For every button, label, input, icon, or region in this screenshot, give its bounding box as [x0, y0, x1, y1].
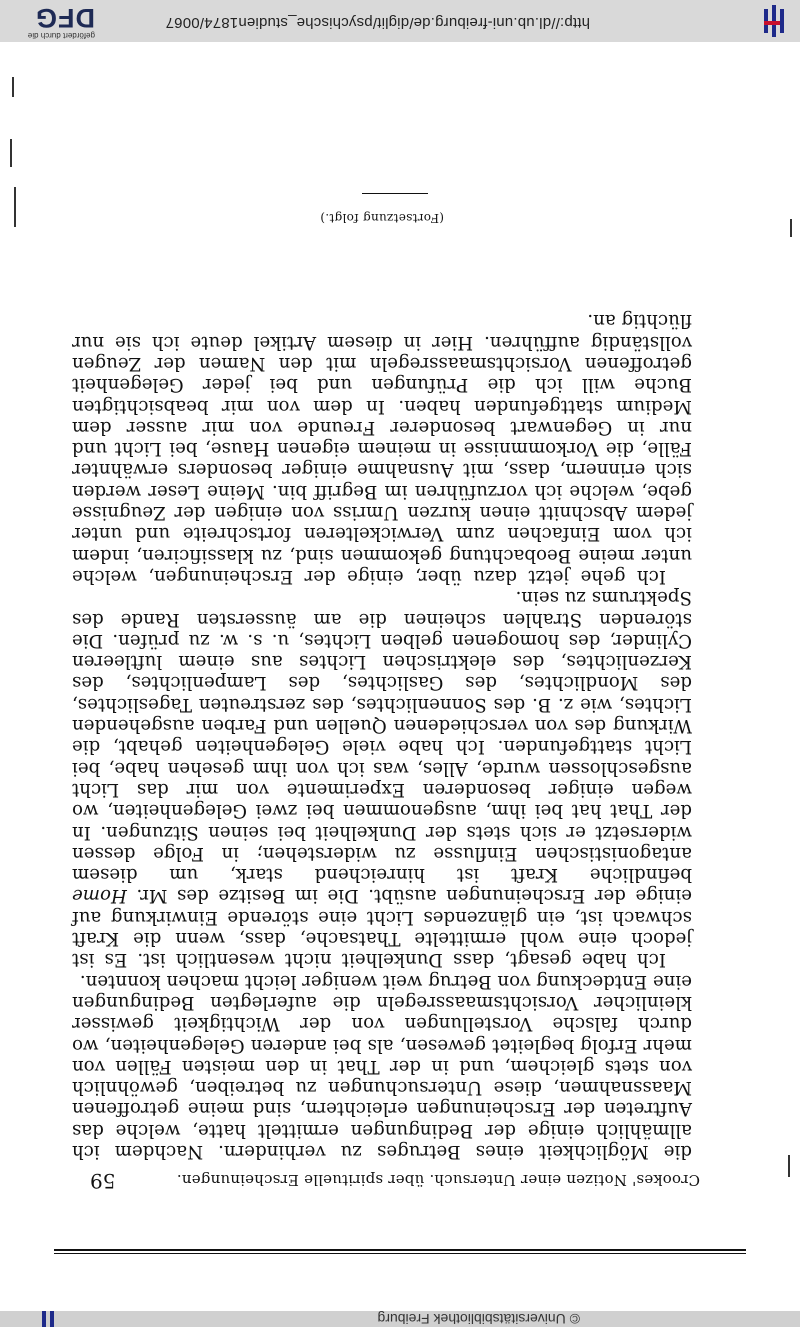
- document-url-link[interactable]: http://dl.ub.uni-freiburg.de/diglit/psychische_studien1874/0067: [165, 14, 590, 31]
- margin-mark: [14, 187, 16, 227]
- page-number: 59: [90, 1169, 116, 1193]
- footer-url-bar: [0, 0, 800, 42]
- emphasized-name: Home: [72, 885, 127, 907]
- dfg-sub-label: gefördert durch die: [27, 31, 95, 40]
- margin-mark: [790, 219, 792, 237]
- library-logo-icon: [30, 1311, 60, 1327]
- paragraph-text: Ich habe gesagt, dass Dunkelheit nicht wesentlich ist. Es ist jedoch eine wohl ermittelte Thatsache, dass, wenn die Kraft schwach ist, ein glänzendes Licht eine störende Einwirkung auf einige der Erscheinungen ausübt. Die im Besitze des Mr.: [72, 885, 692, 971]
- dfg-letters: DFG: [35, 3, 95, 33]
- running-head: [90, 1169, 700, 1193]
- university-logo-icon: [750, 3, 790, 39]
- paragraph-text: die Möglichkeit eines Betruges zu verhindern. Nachdem ich allmählich einige der Bedingungen ermittelt hatte, welche das Auftreten der Erscheinungen erleichtern, sind meine getroffenen Maassnahmen, diese Untersuchungen zu betreiben, gewöhnlich von stets gleichem, und in der That in den meisten Fällen von mehr Erfolg begleitet gewesen, als bei anderen Gelegenheiten, wo durch falsche Vorstellungen von der Wichtigkeit gewisser kleinlicher Vorsichtsmaassregeln die auferlegten Bedingungen eine Entdeckung von Betrug weit weniger leicht machen konnten.: [72, 970, 692, 1162]
- margin-mark: [12, 77, 14, 97]
- continuation-note: (Fortsetzung folgt.): [320, 211, 444, 225]
- paragraph: [72, 970, 692, 1162]
- header-rule-thick: [54, 1249, 746, 1251]
- paragraph-text: Ich gehe jetzt dazu über, einige der Erscheinungen, welche unter meine Beobachtung gekommen sind, zu klassificiren, indem ich vom Einfachen zum Verwickelteren fortschreite und unter jedem Abschnitt einen kurzen Umriss von einigen der Zeugnisse gebe, welche ich vorzuführen im Begriff bin. Meine Leser werden sich erinnern, dass, mit Ausnahme einiger besonders erwähnter Fälle, die Vorkommnisse in meinem eigenen Hause, bei Licht und nur in Gegenwart besonderer Freunde von mir ausser dem Medium stattgefunden haben. In dem von mir beabsichtigten Buche will ich die Prüfungen und bei jeder Gelegenheit getroffenen Vorsichtsmaassregeln mit den Namen der Zeugen vollständig aufführen. Hier in diesem Artikel deute ich sie nur flüchtig an.: [72, 310, 692, 587]
- dfg-logo: [5, 4, 95, 40]
- end-rule: [362, 193, 428, 194]
- header-rule: [54, 1253, 746, 1254]
- margin-mark: [788, 1155, 790, 1177]
- library-copyright: © Universitätsbibliothek Freiburg: [377, 1311, 580, 1327]
- paragraph-text: befindliche Kraft ist hinreichend stark, um diesem antagonistischen Einflusse zu widerstehen; in Folge dessen widersetzt er sich stets der Dunkelheit bei seinen Sitzungen. In der That hat bei ihm, ausgenommen bei zwei Gelegenheiten, wo wegen einiger besonderen Experimente von mir das Licht ausgeschlossen wurde, Alles, was ich von ihm gesehen habe, bei Licht stattgefunden. Ich habe viele Gelegenheiten gehabt, die Wirkung des von verschiedenen Quellen und Farben ausgehenden Lichtes, wie z. B. des Sonnenlichtes, des zerstreuten Tageslichtes, des Mondlichtes, des Gaslichtes, des Lampenlichtes, des Kerzenlichtes, des elektrischen Lichtes aus einem luftleeren Cylinder, des homogenen gelben Lichtes, u. s. w. zu prüfen. Die störenden Strahlen scheinen die am äussersten Rande des Spektrums zu sein.: [72, 587, 692, 886]
- running-head-title: Crookes' Notizen einer Untersuch. über spirituelle Erscheinungen.: [176, 1171, 700, 1189]
- margin-mark: [10, 139, 12, 167]
- footer-library-bar: [0, 1311, 800, 1327]
- paragraph: [72, 310, 692, 587]
- body-text: [72, 310, 692, 1162]
- paragraph: [72, 587, 692, 970]
